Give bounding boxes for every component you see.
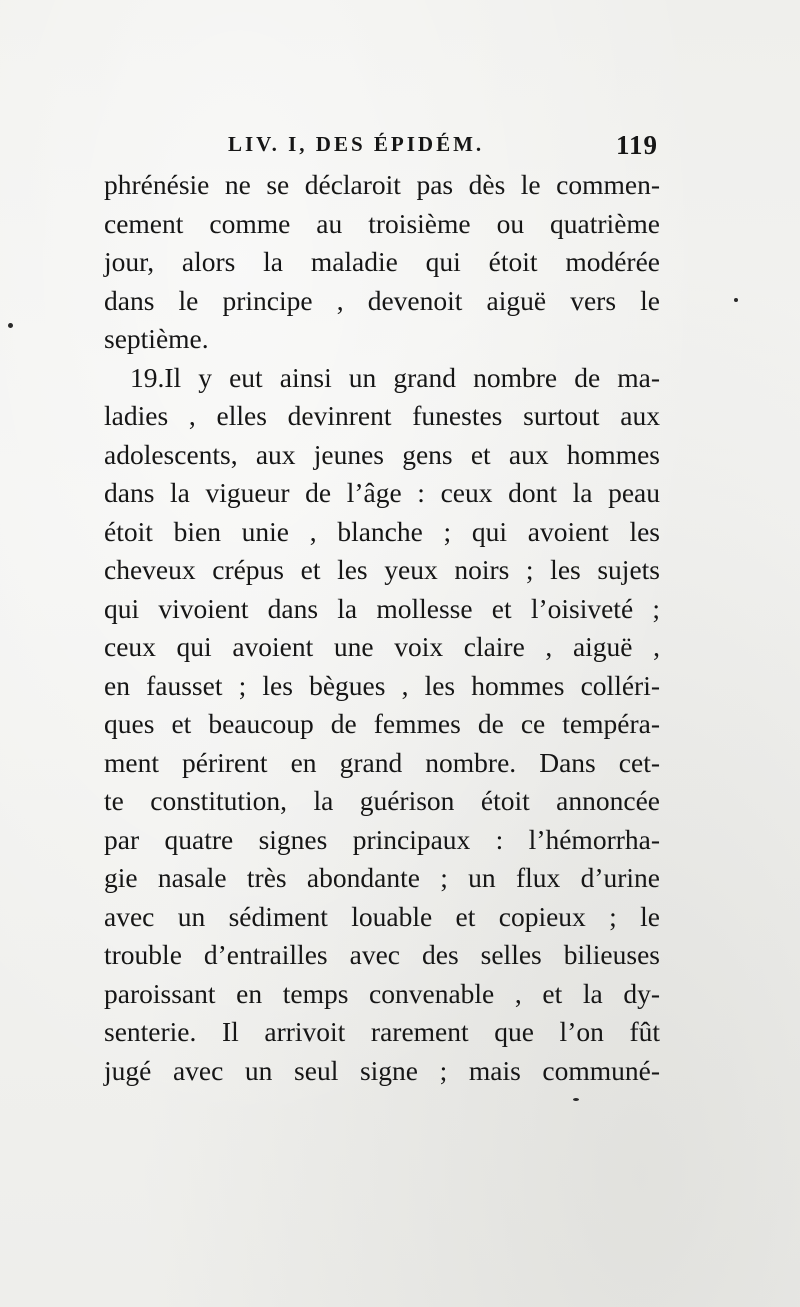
text-line: paroissant en temps convenable , et la dy-: [104, 977, 660, 1009]
ink-speck: [734, 298, 738, 302]
text-line: septième.: [104, 323, 209, 354]
text-line: avec un sédiment louable et copieux ; le: [104, 900, 660, 932]
running-head: LIV. I, DES ÉPIDÉM.: [228, 132, 485, 156]
text-line: senterie. Il arrivoit rarement que l’on fût: [104, 1016, 660, 1047]
text-line: ment périrent en grand nombre. Dans cet-: [104, 746, 660, 778]
text-line: trouble d’entrailles avec des selles bilieuses: [104, 939, 660, 970]
text-line: en fausset ; les bègues , les hommes colléri-: [104, 669, 660, 701]
text-line: gie nasale très abondante ; un flux d’urine: [104, 862, 660, 893]
text-line: cheveux crépus et les yeux noirs ; les sujets: [104, 554, 660, 585]
page-header: [228, 132, 658, 166]
text-line: dans la vigueur de l’âge : ceux dont la peau: [104, 477, 660, 508]
text-line: cement comme au troisième ou quatrième: [104, 207, 660, 239]
text-line: phrénésie ne se déclaroit pas dès le commen-: [104, 169, 660, 200]
text-line: étoit bien unie , blanche ; qui avoient les: [104, 515, 660, 547]
text-line: ques et beaucoup de femmes de ce tempéra-: [104, 708, 660, 739]
ink-speck: [8, 323, 13, 328]
ink-speck: [573, 1098, 579, 1101]
text-line: ceux qui avoient une voix claire , aiguë ,: [104, 631, 660, 662]
body-text: [104, 166, 660, 1090]
text-line: te constitution, la guérison étoit annoncée: [104, 785, 660, 816]
text-line: adolescents, aux jeunes gens et aux hommes: [104, 438, 660, 470]
text-line: qui vivoient dans la mollesse et l’oisiveté ;: [104, 592, 660, 624]
text-line: ladies , elles devinrent funestes surtout aux: [104, 400, 660, 431]
text-line: jour, alors la maladie qui étoit modérée: [104, 246, 660, 277]
text-line: jugé avec un seul signe ; mais communé-: [104, 1054, 660, 1086]
text-line: par quatre signes principaux : l’hémorrha-: [104, 823, 660, 855]
paragraph-19-first-line: 19.Il y eut ainsi un grand nombre de ma-: [130, 361, 660, 393]
page-number: 119: [615, 130, 658, 160]
text-line: dans le principe , devenoit aiguë vers le: [104, 284, 660, 316]
